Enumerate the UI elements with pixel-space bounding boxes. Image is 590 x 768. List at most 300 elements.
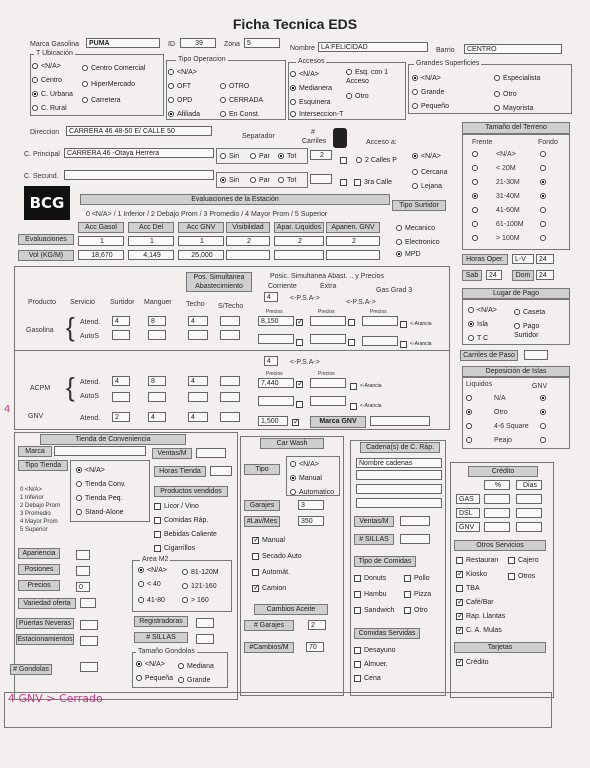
comida-pizza[interactable]: Pizza xyxy=(404,590,431,599)
acpm-autos-techo[interactable] xyxy=(188,392,208,402)
gas-autos-check-3[interactable]: <-Arancia xyxy=(400,340,410,349)
gondola-grande[interactable]: Grande xyxy=(178,676,210,685)
cadena-nombre-label: Nombre cadenas xyxy=(356,458,442,468)
otros-cajero[interactable]: Cajero xyxy=(508,556,539,565)
garajes-field[interactable]: 3 xyxy=(298,500,324,510)
otros-restauran[interactable]: Restauran xyxy=(456,556,498,565)
gs-grande[interactable]: Grande xyxy=(412,88,444,97)
area-121-160[interactable]: 121-160 xyxy=(182,582,217,591)
dep-gnv-1[interactable] xyxy=(540,409,546,415)
eval-value-field[interactable]: 1 xyxy=(78,236,124,246)
apariencia-label: Apariencia xyxy=(18,548,60,559)
ubicacion-na[interactable]: <N/A> xyxy=(32,62,61,71)
tienda-title: Tienda de Conveniencia xyxy=(40,434,186,445)
gas-grad-label: Gas Grad 3 xyxy=(376,287,413,294)
dep-gnv-0[interactable] xyxy=(540,395,546,401)
cambios-title: Cambios Aceite xyxy=(254,604,328,615)
col-servicio: Servicio xyxy=(70,299,95,306)
acpm-brace: { xyxy=(66,372,75,402)
lv-field[interactable]: 24 xyxy=(536,254,554,264)
car-wash-manual[interactable]: Manual xyxy=(290,474,322,483)
variedad-label: Variedad oferta xyxy=(18,598,76,609)
horas-label: Horas Oper. xyxy=(462,254,508,265)
terreno-fondo-2[interactable] xyxy=(540,179,546,185)
eval-col-header: Acc Del xyxy=(128,222,174,233)
tipo-surtidor-title: Tipo Surtidor xyxy=(392,200,446,211)
tres-calle-check2[interactable]: 3ra Calle xyxy=(354,178,392,187)
tienda-tipo-na[interactable]: <N/A> xyxy=(76,466,105,475)
dom-field[interactable]: 24 xyxy=(536,270,554,280)
otros-mulas[interactable]: ✓C. A. Mulas xyxy=(456,626,502,635)
cw-secado[interactable]: Secado Auto xyxy=(252,552,302,561)
pago-caseta[interactable]: Caseta xyxy=(514,308,545,317)
acceso-a-label: Acceso a: xyxy=(366,139,397,146)
tienda-ventas-label: Ventas/M xyxy=(152,448,192,459)
liquidos-label: Liquidos xyxy=(466,381,493,388)
gondola-na[interactable]: <N/A> xyxy=(136,660,165,669)
cadena-ventas-label: Ventas/M xyxy=(354,516,394,527)
garajes2-label: # Garajes xyxy=(244,620,294,631)
acpm-pos-field[interactable]: 4 xyxy=(264,356,278,366)
prod-comidas[interactable]: Comidas Ráp. xyxy=(154,516,208,525)
tienda-scale-item: 1 Inferior xyxy=(20,495,44,501)
dep-liquidos-1[interactable] xyxy=(466,409,472,415)
tienda-marca-field[interactable] xyxy=(54,446,146,456)
terreno-option-label: > 100M xyxy=(496,235,520,242)
gnv-stecho-field[interactable] xyxy=(220,412,240,422)
secund-field[interactable] xyxy=(64,170,214,180)
acpm-precio-2[interactable] xyxy=(310,378,346,388)
tres-calle-check[interactable] xyxy=(340,178,350,187)
tarjetas-title: Tarjetas xyxy=(454,642,546,653)
gas-precios-3: Precios xyxy=(370,309,387,315)
gas-check-1[interactable] xyxy=(296,318,306,327)
eval-scale: 0 <N/A> / 1 Inferior / 2 Debajo Prom / 3 Promedio / 4 Mayor Prom / 5 Superior xyxy=(86,211,328,218)
comida-hambu[interactable]: Hambu xyxy=(354,590,387,599)
carriles-label: # Carriles xyxy=(302,129,327,145)
gas-autos-precio-2[interactable] xyxy=(310,334,346,344)
otros-cafe[interactable]: ✓Café/Bar xyxy=(456,598,494,607)
acpm-precios-2: Precios xyxy=(318,371,335,377)
terreno-frente-4[interactable] xyxy=(472,207,478,213)
tienda-scale-item: 3 Promedio xyxy=(20,511,51,517)
terreno-option-label: 61-100M xyxy=(496,221,524,228)
cambios-label: #Cambios/M xyxy=(244,642,294,653)
cadena-ventas-field[interactable] xyxy=(400,516,430,526)
otros-llantas[interactable]: ✓Rap. Llantas xyxy=(456,612,505,621)
surtidor-electronico[interactable]: Electronico xyxy=(396,238,440,247)
gondola-mediana[interactable]: Mediana xyxy=(178,662,214,671)
vol-value-field[interactable] xyxy=(226,250,270,260)
otros-title: Otros Servicios xyxy=(454,540,546,551)
area-label: Area M2 xyxy=(142,556,169,563)
terreno-frente-6[interactable] xyxy=(472,235,478,241)
ubicacion-carretera[interactable]: Carretera xyxy=(82,96,121,105)
gas-stecho-field[interactable] xyxy=(220,316,240,326)
tienda-sillas-field[interactable] xyxy=(196,634,214,644)
marca-gnv-field[interactable] xyxy=(370,416,430,426)
nombre-field[interactable]: LA FELICIDAD xyxy=(318,42,428,52)
extra-label: Extra xyxy=(320,283,337,290)
terreno-frente-5[interactable] xyxy=(472,221,478,227)
sep-p-sin[interactable]: Sin xyxy=(220,152,239,161)
area-41-80[interactable]: 41-80 xyxy=(138,596,165,605)
credito-dias-field[interactable] xyxy=(516,494,542,504)
acpm-precios-1: Precios xyxy=(266,371,283,377)
tipo-operacion-title: Tipo Operacion xyxy=(178,56,226,63)
gas-autos-precio-3[interactable] xyxy=(362,336,398,346)
carriles-paso-field[interactable] xyxy=(524,350,548,360)
gs-na[interactable]: <N/A> xyxy=(412,74,441,83)
dep-liquidos-3[interactable] xyxy=(466,437,472,443)
gs-otro[interactable]: Otro xyxy=(494,90,517,99)
ubicacion-centro[interactable]: Centro xyxy=(32,76,62,85)
vol-value-field[interactable]: 4,149 xyxy=(128,250,174,260)
acceso-lejana[interactable]: Lejana xyxy=(412,182,442,191)
lav-field[interactable]: 350 xyxy=(298,516,324,526)
puertas-field[interactable] xyxy=(80,620,98,630)
gas-brace: { xyxy=(66,312,75,342)
dep-option-label: Peajo xyxy=(494,437,512,444)
credito-pct-field[interactable] xyxy=(484,494,510,504)
acpm-autos-precio-1[interactable] xyxy=(258,396,294,406)
estacionamientos-field[interactable] xyxy=(80,636,98,646)
cadena-nombre-field-3[interactable] xyxy=(356,498,442,508)
acpm-autos-check-2[interactable]: <-Arancia xyxy=(350,402,360,411)
area-lt40[interactable]: < 40 xyxy=(138,580,161,589)
gnv-precio-field[interactable]: 1,500 xyxy=(258,416,288,426)
estacionamientos-label: Estacionamientos xyxy=(17,636,73,643)
otros-kiosko[interactable]: ✓Kiosko xyxy=(456,570,487,579)
tamano-gondolas-label: Tamaño Gondolas xyxy=(138,648,195,655)
acpm-check-1[interactable] xyxy=(296,380,306,389)
registradoras-label: Registradoras xyxy=(134,616,188,627)
dos-calles-check[interactable] xyxy=(340,156,350,165)
prod-bebidas[interactable]: Bebidas Caliente xyxy=(154,530,217,539)
eval-value-field[interactable]: 1 xyxy=(178,236,224,246)
terreno-fondo-4[interactable] xyxy=(540,207,546,213)
gas-precio-extra[interactable] xyxy=(310,316,346,326)
eval-col-header: Acc Gasol xyxy=(78,222,124,233)
sep-s-sin[interactable]: Sin xyxy=(220,176,239,185)
gas-pos-field[interactable]: 4 xyxy=(264,292,278,302)
gnv-dep-label: GNV xyxy=(532,383,548,390)
tipo-op-na[interactable]: <N/A> xyxy=(168,68,197,77)
page-title: Ficha Tecnica EDS xyxy=(232,16,358,32)
id-field[interactable]: 39 xyxy=(180,38,216,48)
tienda-tipo-stand[interactable]: Stand-Alone xyxy=(76,508,124,517)
deposicion-title: Deposición de Islas xyxy=(462,366,570,377)
gas-precio-corriente[interactable]: 8,150 xyxy=(258,316,294,326)
terreno-frente-1[interactable] xyxy=(472,165,478,171)
gnv-label: GNV xyxy=(28,413,44,420)
terreno-fondo-0[interactable] xyxy=(540,151,546,157)
tipo-tienda-label: Tipo Tienda xyxy=(18,460,68,471)
dep-option-label: N/A xyxy=(494,395,506,402)
accesos-interseccion[interactable]: Interseccion-T xyxy=(290,110,343,119)
credito-row-label: DSL xyxy=(456,508,480,518)
direccion-field[interactable]: CARRERA 46 48-50 E/ CALLE 50 xyxy=(66,126,212,136)
prod-licor[interactable]: Licor / Vino xyxy=(154,502,199,511)
servida-almuerzo[interactable]: Almuer. xyxy=(354,660,388,669)
terreno-option-label: 21-30M xyxy=(496,179,520,186)
ubicacion-c-urbana[interactable]: C. Urbana xyxy=(32,90,73,99)
garajes-label: Garajes xyxy=(244,500,280,511)
gasolina-label: Gasolina xyxy=(26,327,54,334)
gas-autos-surtidor[interactable] xyxy=(112,330,130,340)
dep-gnv-3[interactable] xyxy=(540,437,546,443)
tienda-scale-item: 5 Superior xyxy=(20,527,48,533)
gas-autos-label: AutoS xyxy=(80,333,100,340)
accesos-medianera[interactable]: Medianera xyxy=(290,84,332,93)
gas-precios-1: Precios xyxy=(266,309,283,315)
vol-value-field[interactable] xyxy=(326,250,380,260)
gondola-pequena[interactable]: Pequeña xyxy=(136,674,173,683)
gas-check-2[interactable] xyxy=(348,318,358,327)
vol-value-field[interactable]: 25,000 xyxy=(178,250,224,260)
tienda-ventas-field[interactable] xyxy=(196,448,226,458)
terreno-fondo-3[interactable] xyxy=(540,193,546,199)
traffic-light-icon xyxy=(333,128,347,148)
variedad-field[interactable] xyxy=(80,598,96,608)
psa-2: <-P.S.A-> xyxy=(346,299,376,306)
tienda-tipo-peq[interactable]: Tienda Peq. xyxy=(76,494,123,503)
acpm-psa: <-P.S.A-> xyxy=(290,359,320,366)
ubicacion-c-rural[interactable]: C. Rural xyxy=(32,104,67,113)
sab-field[interactable]: 24 xyxy=(486,270,502,280)
side-note: 4 xyxy=(4,404,11,415)
acpm-autos-manguer[interactable] xyxy=(148,392,166,402)
registradoras-field[interactable] xyxy=(196,618,214,628)
ubicacion-centro-comercial[interactable]: Centro Comercial xyxy=(82,64,145,73)
gas-techo-field[interactable]: 4 xyxy=(188,316,208,326)
tipo-op-opd[interactable]: OPD xyxy=(168,96,192,105)
sep-p-par[interactable]: Par xyxy=(250,152,270,161)
accesos-esq-1[interactable]: Esq. con 1 Acceso xyxy=(346,69,389,85)
gnv-atend-label: Atend. xyxy=(80,415,101,422)
surtidor-mpd[interactable]: MPD xyxy=(396,250,421,259)
vol-value-field[interactable]: 18,670 xyxy=(78,250,124,260)
cw-manual[interactable]: ✓Manual xyxy=(252,536,285,545)
sep-p-tot[interactable]: Tot xyxy=(278,152,296,161)
gs-pequeno[interactable]: Pequeño xyxy=(412,102,449,111)
eval-value-field[interactable]: 1 xyxy=(128,236,174,246)
cadena-nombre-field-1[interactable] xyxy=(356,470,442,480)
secund-label: C. Secund. xyxy=(24,173,59,180)
sep-s-par[interactable]: Par xyxy=(250,176,270,185)
col-producto: Producto xyxy=(28,299,57,306)
frente-label: Frente xyxy=(472,139,493,146)
cambios-field[interactable]: 70 xyxy=(306,642,324,652)
barrio-field[interactable]: CENTRO xyxy=(464,44,562,54)
gondolas-field[interactable] xyxy=(80,662,98,672)
col-surtidor: Surtidor xyxy=(110,299,135,306)
lav-label: #Lav/Mes xyxy=(244,516,280,527)
gnv-techo-field[interactable]: 4 xyxy=(188,412,208,422)
apariencia-field[interactable] xyxy=(76,550,90,560)
credito-dias-field[interactable] xyxy=(516,508,542,518)
acceso-na[interactable]: <N/A> xyxy=(412,152,441,161)
gas-check-3[interactable]: <-Arancia xyxy=(400,320,410,329)
tipo-op-oft[interactable]: OFT xyxy=(168,82,191,91)
dos-calles-opt[interactable]: 2 Calles P xyxy=(356,156,397,165)
gas-divider xyxy=(14,350,450,351)
pago-isla[interactable]: Isla xyxy=(468,320,488,329)
car-wash-na[interactable]: <N/A> xyxy=(290,460,319,469)
acpm-autos-surtidor[interactable] xyxy=(112,392,130,402)
area-na[interactable]: <N/A> xyxy=(138,566,167,575)
gs-mayorista[interactable]: Mayorista xyxy=(494,104,533,113)
acpm-techo-field[interactable]: 4 xyxy=(188,376,208,386)
marca-gnv-label: Marca GNV xyxy=(310,416,366,428)
dep-liquidos-2[interactable] xyxy=(466,423,472,429)
terreno-frente-0[interactable] xyxy=(472,151,478,157)
servida-cena[interactable]: Cena xyxy=(354,674,381,683)
acceso-cercana[interactable]: Cercana xyxy=(412,168,447,177)
gnv-surtidor-field[interactable]: 2 xyxy=(112,412,130,422)
horas-tienda-field[interactable] xyxy=(210,466,232,476)
cw-automat[interactable]: Automát. xyxy=(252,568,290,577)
accesos-na[interactable]: <N/A> xyxy=(290,70,319,79)
acpm-manguer-field[interactable]: 8 xyxy=(148,376,166,386)
dep-liquidos-0[interactable] xyxy=(466,395,472,401)
acpm-label: ACPM xyxy=(30,385,51,392)
tienda-sillas-label: # SILLAS xyxy=(134,632,188,643)
terreno-fondo-1[interactable] xyxy=(540,165,546,171)
carriles-secund-field[interactable] xyxy=(310,174,332,184)
terreno-option-label: < 20M xyxy=(496,165,516,172)
principal-label: C. Principal xyxy=(24,151,60,158)
corriente-label: Corriente xyxy=(268,283,297,290)
marca-field[interactable]: PUMA xyxy=(86,38,160,48)
otros-tba[interactable]: TBA xyxy=(456,584,480,593)
gnv-check[interactable] xyxy=(292,418,302,427)
sep-s-tot[interactable]: Tot xyxy=(278,176,296,185)
tarjeta-credito[interactable]: ✓Crédito xyxy=(456,658,489,667)
tipo-op-en-const[interactable]: En Const. xyxy=(220,110,260,119)
comida-donuts[interactable]: Donuts xyxy=(354,574,386,583)
pago-surtidor[interactable]: Pago Surtidor xyxy=(514,323,540,339)
credito-row-label: GNV xyxy=(456,522,480,532)
acpm-stecho-field[interactable] xyxy=(220,376,240,386)
tipo-op-afiliada[interactable]: Afiliada xyxy=(168,110,200,119)
terreno-option-label: 31-40M xyxy=(496,193,520,200)
acpm-precio-1[interactable]: 7,440 xyxy=(258,378,294,388)
vol-value-field[interactable] xyxy=(274,250,324,260)
eval-value-field[interactable]: 2 xyxy=(326,236,380,246)
acpm-atend-label: Atend. xyxy=(80,379,101,386)
cw-camion[interactable]: ✓Camion xyxy=(252,584,286,593)
surtidor-mecanico[interactable]: Mecanico xyxy=(396,224,435,233)
terreno-fondo-6[interactable] xyxy=(540,235,546,241)
credito-dias-field[interactable] xyxy=(516,522,542,532)
terreno-frente-3[interactable] xyxy=(472,193,478,199)
fondo-label: Fondo xyxy=(538,139,558,146)
precios-field[interactable]: 0 xyxy=(76,582,90,592)
comida-pollo[interactable]: Pollo xyxy=(404,574,430,583)
garajes2-field[interactable]: 2 xyxy=(308,620,326,630)
gas-autos-precio-1[interactable] xyxy=(258,334,294,344)
id-label: ID xyxy=(168,41,175,48)
acpm-autos-check-1[interactable] xyxy=(296,400,306,409)
comida-otro[interactable]: Otro xyxy=(404,606,428,615)
zona-field[interactable]: 5 xyxy=(244,38,280,48)
pago-na[interactable]: <N/A> xyxy=(468,306,497,315)
eval-col-header: Acc GNV xyxy=(178,222,224,233)
credito-pct-field[interactable] xyxy=(484,522,510,532)
terreno-frente-2[interactable] xyxy=(472,179,478,185)
gs-especialista[interactable]: Especialista xyxy=(494,74,540,83)
col-techo: Techo xyxy=(186,301,205,308)
accesos-esquinera[interactable]: Esquinera xyxy=(290,98,331,107)
servida-desayuno[interactable]: Desayuno xyxy=(354,646,396,655)
lv-label: L-V xyxy=(512,254,534,264)
tipo-op-otro[interactable]: OTRO xyxy=(220,82,249,91)
gas-precio-grad3[interactable] xyxy=(362,316,398,326)
eval-col-header: Aparien. GNV xyxy=(326,222,380,233)
area-gt160[interactable]: > 160 xyxy=(182,596,209,605)
carriles-principal-field[interactable]: 2 xyxy=(310,150,332,160)
dep-gnv-2[interactable] xyxy=(540,423,546,429)
tienda-tipo-conv[interactable]: Tienda Conv. xyxy=(76,480,126,489)
credito-pct-field[interactable] xyxy=(484,508,510,518)
gas-autos-check-1[interactable] xyxy=(296,338,306,347)
posiciones-field[interactable] xyxy=(76,566,90,576)
ubicacion-hipermercado[interactable]: HiperMercado xyxy=(82,80,135,89)
dep-option-label: Otro xyxy=(494,409,508,416)
psa-1: <-P.S.A-> xyxy=(290,295,320,302)
comida-sandwich[interactable]: Sandwich xyxy=(354,606,394,615)
gnv-manguer-field[interactable]: 4 xyxy=(148,412,166,422)
acpm-surtidor-field[interactable]: 4 xyxy=(112,376,130,386)
area-81-120[interactable]: 81-120M xyxy=(182,568,219,577)
gas-autos-techo[interactable] xyxy=(188,330,208,340)
acpm-autos-label: AutoS xyxy=(80,393,100,400)
credito-dias-header: Dias xyxy=(516,480,542,490)
otros-otros[interactable]: Otros xyxy=(508,572,535,581)
cadena-sillas-label: # SILLAS xyxy=(354,534,394,545)
prod-cigarrillos[interactable]: Cigarrillos xyxy=(154,544,195,553)
terreno-fondo-5[interactable] xyxy=(540,221,546,227)
gas-manguer-field[interactable]: 8 xyxy=(148,316,166,326)
acpm-autos-precio-2[interactable] xyxy=(310,396,346,406)
cadena-sillas-field[interactable] xyxy=(400,534,430,544)
horas-tienda-label: Horas Tienda xyxy=(154,466,206,477)
credito-pct-header: % xyxy=(484,480,510,490)
eval-value-field[interactable]: 2 xyxy=(226,236,270,246)
car-wash-auto[interactable]: Automatico xyxy=(290,488,334,497)
sab-label: Sab xyxy=(462,270,482,281)
cadena-nombre-field-2[interactable] xyxy=(356,484,442,494)
acpm-autos-stecho[interactable] xyxy=(220,392,240,402)
gas-surtidor-field[interactable]: 4 xyxy=(112,316,130,326)
pago-tc[interactable]: T C xyxy=(468,334,488,343)
servidas-title: Comidas Servidas xyxy=(354,628,420,639)
gas-autos-stecho[interactable] xyxy=(220,330,240,340)
accesos-otro[interactable]: Otro xyxy=(346,92,369,101)
tienda-scale-item: 2 Debajo Prom xyxy=(20,503,61,509)
eval-title: Evaluaciones de la Estación xyxy=(80,194,390,205)
gas-autos-check-2[interactable] xyxy=(348,338,358,347)
acpm-check-2[interactable]: <-Arancia xyxy=(350,382,360,391)
gas-autos-manguer[interactable] xyxy=(148,330,166,340)
gas-precios-2: Precios xyxy=(318,309,335,315)
vol-label: Vol (KG/M) xyxy=(18,250,74,261)
principal-field[interactable]: CARRERA 46 -Otaya Herrera xyxy=(64,148,214,158)
tipo-op-cerrada[interactable]: CERRADA xyxy=(220,96,263,105)
ubicacion-title: T Ubicación xyxy=(36,50,73,57)
eval-value-field[interactable]: 2 xyxy=(274,236,324,246)
